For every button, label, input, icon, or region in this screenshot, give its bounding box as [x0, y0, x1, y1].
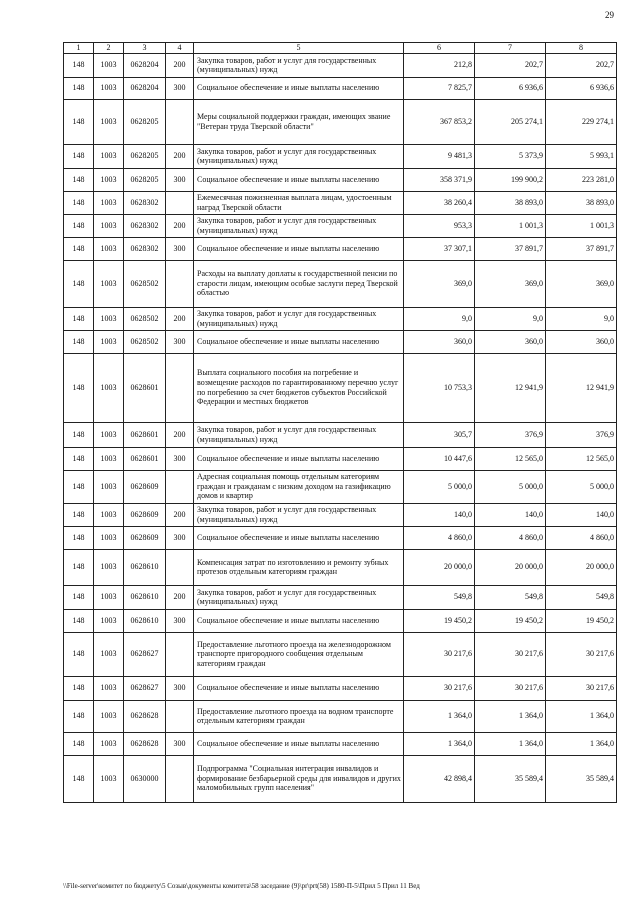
table-row	[64, 53, 617, 77]
cell-c4: 300	[166, 447, 194, 470]
cell-c2: 1003	[94, 609, 124, 632]
cell-v6: 4 860,0	[404, 526, 475, 549]
cell-v6: 140,0	[404, 503, 475, 526]
header-cell: 8	[546, 43, 617, 54]
table-row	[64, 144, 617, 168]
cell-desc: Выплата социального пособия на погребение и возмещение расходов по гарантированному перечню услуг по погребению за счет бюджетов субъектов Российской Федерации и местных бюджетов	[194, 353, 404, 422]
cell-v8: 549,8	[546, 585, 617, 609]
cell-v6: 1 364,0	[404, 700, 475, 732]
table-row	[64, 191, 617, 214]
cell-desc: Социальное обеспечение и иные выплаты населению	[194, 168, 404, 191]
cell-v6: 10 447,6	[404, 447, 475, 470]
cell-v7: 1 364,0	[475, 732, 546, 755]
cell-v8: 369,0	[546, 260, 617, 307]
cell-c4: 200	[166, 53, 194, 77]
table-header-row	[64, 43, 617, 54]
cell-v8: 6 936,6	[546, 77, 617, 99]
table-row	[64, 549, 617, 585]
cell-c3: 0628609	[124, 470, 166, 503]
table-row	[64, 77, 617, 99]
cell-c3: 0628601	[124, 353, 166, 422]
cell-c2: 1003	[94, 503, 124, 526]
cell-c1: 148	[64, 353, 94, 422]
cell-v6: 30 217,6	[404, 632, 475, 676]
table-row	[64, 755, 617, 802]
cell-desc: Адресная социальная помощь отдельным категориям граждан и гражданам с низким доходом на газификацию домов и квартир	[194, 470, 404, 503]
cell-c3: 0628601	[124, 447, 166, 470]
cell-v7: 37 891,7	[475, 237, 546, 260]
cell-c4	[166, 755, 194, 802]
table-row	[64, 353, 617, 422]
cell-c3: 0628205	[124, 99, 166, 144]
table-row	[64, 470, 617, 503]
cell-desc: Ежемесячная пожизненная выплата лицам, удостоенным наград Тверской области	[194, 191, 404, 214]
cell-desc: Расходы на выплату доплаты к государственной пенсии по старости лицам, имеющим особые заслуги перед Тверской областью	[194, 260, 404, 307]
cell-v8: 223 281,0	[546, 168, 617, 191]
cell-v6: 360,0	[404, 330, 475, 353]
cell-c3: 0628627	[124, 632, 166, 676]
cell-c2: 1003	[94, 549, 124, 585]
cell-v8: 5 000,0	[546, 470, 617, 503]
cell-desc: Предоставление льготного проезда на железнодорожном транспорте пригородного сообщения отдельным категориям граждан	[194, 632, 404, 676]
cell-c1: 148	[64, 755, 94, 802]
cell-desc: Предоставление льготного проезда на водном транспорте отдельным категориям граждан	[194, 700, 404, 732]
cell-v8: 1 364,0	[546, 732, 617, 755]
cell-c3: 0628601	[124, 422, 166, 447]
cell-c4	[166, 700, 194, 732]
cell-c3: 0628610	[124, 549, 166, 585]
cell-c4	[166, 470, 194, 503]
cell-c2: 1003	[94, 732, 124, 755]
header-cell: 4	[166, 43, 194, 54]
table-row	[64, 526, 617, 549]
cell-v6: 367 853,2	[404, 99, 475, 144]
cell-c4: 200	[166, 307, 194, 330]
cell-c1: 148	[64, 237, 94, 260]
cell-c3: 0630000	[124, 755, 166, 802]
cell-v8: 4 860,0	[546, 526, 617, 549]
cell-v6: 5 000,0	[404, 470, 475, 503]
cell-c1: 148	[64, 632, 94, 676]
table-row	[64, 237, 617, 260]
cell-v8: 140,0	[546, 503, 617, 526]
cell-v6: 38 260,4	[404, 191, 475, 214]
cell-v7: 1 001,3	[475, 214, 546, 237]
header-cell: 6	[404, 43, 475, 54]
cell-c3: 0628628	[124, 732, 166, 755]
cell-c4: 300	[166, 609, 194, 632]
table-row	[64, 330, 617, 353]
cell-v6: 369,0	[404, 260, 475, 307]
cell-c2: 1003	[94, 353, 124, 422]
cell-c1: 148	[64, 549, 94, 585]
cell-v6: 358 371,9	[404, 168, 475, 191]
cell-desc: Социальное обеспечение и иные выплаты населению	[194, 447, 404, 470]
cell-c4	[166, 549, 194, 585]
cell-c1: 148	[64, 609, 94, 632]
cell-v8: 12 565,0	[546, 447, 617, 470]
cell-c1: 148	[64, 99, 94, 144]
cell-c1: 148	[64, 77, 94, 99]
header-cell: 7	[475, 43, 546, 54]
cell-v7: 5 000,0	[475, 470, 546, 503]
cell-c4: 300	[166, 77, 194, 99]
cell-c3: 0628502	[124, 260, 166, 307]
cell-v7: 9,0	[475, 307, 546, 330]
table-row	[64, 503, 617, 526]
cell-c3: 0628609	[124, 526, 166, 549]
cell-v6: 212,8	[404, 53, 475, 77]
cell-c3: 0628204	[124, 77, 166, 99]
table-row	[64, 307, 617, 330]
cell-v7: 369,0	[475, 260, 546, 307]
cell-desc: Закупка товаров, работ и услуг для государственных (муниципальных) нужд	[194, 585, 404, 609]
cell-v6: 20 000,0	[404, 549, 475, 585]
cell-v8: 229 274,1	[546, 99, 617, 144]
cell-c2: 1003	[94, 237, 124, 260]
cell-c2: 1003	[94, 99, 124, 144]
cell-desc: Социальное обеспечение и иные выплаты населению	[194, 732, 404, 755]
cell-v7: 30 217,6	[475, 632, 546, 676]
cell-c2: 1003	[94, 755, 124, 802]
cell-c2: 1003	[94, 422, 124, 447]
cell-v6: 42 898,4	[404, 755, 475, 802]
table-row	[64, 585, 617, 609]
cell-c1: 148	[64, 503, 94, 526]
cell-v6: 549,8	[404, 585, 475, 609]
cell-c3: 0628205	[124, 144, 166, 168]
cell-desc: Закупка товаров, работ и услуг для государственных (муниципальных) нужд	[194, 144, 404, 168]
cell-c3: 0628502	[124, 307, 166, 330]
cell-c1: 148	[64, 526, 94, 549]
cell-v8: 20 000,0	[546, 549, 617, 585]
header-cell: 1	[64, 43, 94, 54]
cell-v7: 549,8	[475, 585, 546, 609]
cell-c1: 148	[64, 676, 94, 700]
table-row	[64, 732, 617, 755]
cell-c4: 200	[166, 503, 194, 526]
cell-desc: Компенсация затрат по изготовлению и ремонту зубных протезов отдельным категориям граждан	[194, 549, 404, 585]
cell-desc: Социальное обеспечение и иные выплаты населению	[194, 609, 404, 632]
cell-c3: 0628610	[124, 585, 166, 609]
cell-c4: 300	[166, 237, 194, 260]
cell-c4: 200	[166, 144, 194, 168]
cell-c4: 300	[166, 676, 194, 700]
cell-v6: 10 753,3	[404, 353, 475, 422]
cell-c2: 1003	[94, 307, 124, 330]
cell-v7: 4 860,0	[475, 526, 546, 549]
header-cell: 2	[94, 43, 124, 54]
cell-desc: Социальное обеспечение и иные выплаты населению	[194, 526, 404, 549]
header-cell: 3	[124, 43, 166, 54]
cell-desc: Закупка товаров, работ и услуг для государственных (муниципальных) нужд	[194, 53, 404, 77]
cell-v7: 202,7	[475, 53, 546, 77]
cell-c1: 148	[64, 191, 94, 214]
cell-v8: 376,9	[546, 422, 617, 447]
cell-c2: 1003	[94, 214, 124, 237]
cell-c2: 1003	[94, 700, 124, 732]
cell-v8: 38 893,0	[546, 191, 617, 214]
budget-table	[63, 42, 617, 803]
cell-v7: 5 373,9	[475, 144, 546, 168]
cell-v7: 19 450,2	[475, 609, 546, 632]
cell-c4	[166, 191, 194, 214]
cell-c4	[166, 99, 194, 144]
cell-v7: 376,9	[475, 422, 546, 447]
cell-c4: 300	[166, 330, 194, 353]
cell-v7: 30 217,6	[475, 676, 546, 700]
cell-v7: 12 565,0	[475, 447, 546, 470]
cell-desc: Социальное обеспечение и иные выплаты населению	[194, 77, 404, 99]
table-row	[64, 447, 617, 470]
cell-v8: 37 891,7	[546, 237, 617, 260]
cell-v7: 205 274,1	[475, 99, 546, 144]
cell-c2: 1003	[94, 168, 124, 191]
cell-v8: 30 217,6	[546, 632, 617, 676]
cell-desc: Меры социальной поддержки граждан, имеющих звание "Ветеран труда Тверской области"	[194, 99, 404, 144]
header-cell: 5	[194, 43, 404, 54]
cell-v7: 12 941,9	[475, 353, 546, 422]
cell-c1: 148	[64, 700, 94, 732]
file-path-footer: \\File-server\комитет по бюджету\5 Созыв\документы комитета\58 заседание (9)\pr\prt(58) 1580-П-5\Прил 5 Прил 11 Вед	[63, 882, 420, 890]
cell-c2: 1003	[94, 526, 124, 549]
cell-c4	[166, 260, 194, 307]
cell-c2: 1003	[94, 632, 124, 676]
cell-c2: 1003	[94, 447, 124, 470]
cell-c1: 148	[64, 168, 94, 191]
cell-v8: 9,0	[546, 307, 617, 330]
cell-v6: 1 364,0	[404, 732, 475, 755]
table-row	[64, 214, 617, 237]
cell-c1: 148	[64, 470, 94, 503]
cell-c1: 148	[64, 53, 94, 77]
cell-c2: 1003	[94, 144, 124, 168]
cell-desc: Закупка товаров, работ и услуг для государственных (муниципальных) нужд	[194, 307, 404, 330]
cell-v7: 140,0	[475, 503, 546, 526]
cell-v7: 38 893,0	[475, 191, 546, 214]
cell-c2: 1003	[94, 676, 124, 700]
cell-c1: 148	[64, 214, 94, 237]
cell-v7: 35 589,4	[475, 755, 546, 802]
cell-c1: 148	[64, 447, 94, 470]
cell-v8: 5 993,1	[546, 144, 617, 168]
table-row	[64, 609, 617, 632]
cell-desc: Закупка товаров, работ и услуг для государственных (муниципальных) нужд	[194, 214, 404, 237]
cell-desc: Социальное обеспечение и иные выплаты населению	[194, 330, 404, 353]
cell-v7: 20 000,0	[475, 549, 546, 585]
cell-c4: 200	[166, 214, 194, 237]
cell-c3: 0628204	[124, 53, 166, 77]
cell-v6: 19 450,2	[404, 609, 475, 632]
cell-v7: 1 364,0	[475, 700, 546, 732]
cell-c2: 1003	[94, 53, 124, 77]
cell-desc: Закупка товаров, работ и услуг для государственных (муниципальных) нужд	[194, 503, 404, 526]
cell-c3: 0628302	[124, 237, 166, 260]
cell-c2: 1003	[94, 470, 124, 503]
cell-v8: 1 364,0	[546, 700, 617, 732]
cell-c3: 0628628	[124, 700, 166, 732]
cell-v6: 9 481,3	[404, 144, 475, 168]
cell-c4: 200	[166, 585, 194, 609]
table-row	[64, 422, 617, 447]
cell-v7: 199 900,2	[475, 168, 546, 191]
cell-desc: Подпрограмма "Социальная интеграция инвалидов и формирование безбарьерной среды для инвалидов и других маломобильных групп населения"	[194, 755, 404, 802]
cell-v6: 7 825,7	[404, 77, 475, 99]
cell-desc: Закупка товаров, работ и услуг для государственных (муниципальных) нужд	[194, 422, 404, 447]
cell-c2: 1003	[94, 260, 124, 307]
cell-c1: 148	[64, 422, 94, 447]
cell-v8: 30 217,6	[546, 676, 617, 700]
cell-c1: 148	[64, 307, 94, 330]
cell-v6: 30 217,6	[404, 676, 475, 700]
table-row	[64, 676, 617, 700]
cell-desc: Социальное обеспечение и иные выплаты населению	[194, 676, 404, 700]
cell-v6: 953,3	[404, 214, 475, 237]
cell-v8: 360,0	[546, 330, 617, 353]
table-row	[64, 632, 617, 676]
page-number: 29	[605, 10, 614, 20]
cell-v6: 9,0	[404, 307, 475, 330]
table-row	[64, 168, 617, 191]
cell-c3: 0628502	[124, 330, 166, 353]
cell-c1: 148	[64, 260, 94, 307]
cell-c1: 148	[64, 732, 94, 755]
cell-c3: 0628302	[124, 214, 166, 237]
cell-v8: 35 589,4	[546, 755, 617, 802]
cell-c1: 148	[64, 330, 94, 353]
cell-v7: 6 936,6	[475, 77, 546, 99]
cell-v8: 12 941,9	[546, 353, 617, 422]
cell-c2: 1003	[94, 77, 124, 99]
cell-v8: 1 001,3	[546, 214, 617, 237]
cell-c1: 148	[64, 585, 94, 609]
cell-c4	[166, 353, 194, 422]
cell-c3: 0628610	[124, 609, 166, 632]
cell-c1: 148	[64, 144, 94, 168]
cell-desc: Социальное обеспечение и иные выплаты населению	[194, 237, 404, 260]
cell-c3: 0628609	[124, 503, 166, 526]
cell-c4: 300	[166, 526, 194, 549]
cell-c4: 300	[166, 168, 194, 191]
cell-v8: 202,7	[546, 53, 617, 77]
cell-v6: 305,7	[404, 422, 475, 447]
cell-v6: 37 307,1	[404, 237, 475, 260]
cell-c2: 1003	[94, 585, 124, 609]
cell-c3: 0628205	[124, 168, 166, 191]
cell-c4: 200	[166, 422, 194, 447]
cell-c2: 1003	[94, 330, 124, 353]
cell-v8: 19 450,2	[546, 609, 617, 632]
cell-c3: 0628302	[124, 191, 166, 214]
table-row	[64, 700, 617, 732]
cell-c4: 300	[166, 732, 194, 755]
table-row	[64, 99, 617, 144]
cell-c3: 0628627	[124, 676, 166, 700]
cell-v7: 360,0	[475, 330, 546, 353]
table-row	[64, 260, 617, 307]
cell-c2: 1003	[94, 191, 124, 214]
cell-c4	[166, 632, 194, 676]
